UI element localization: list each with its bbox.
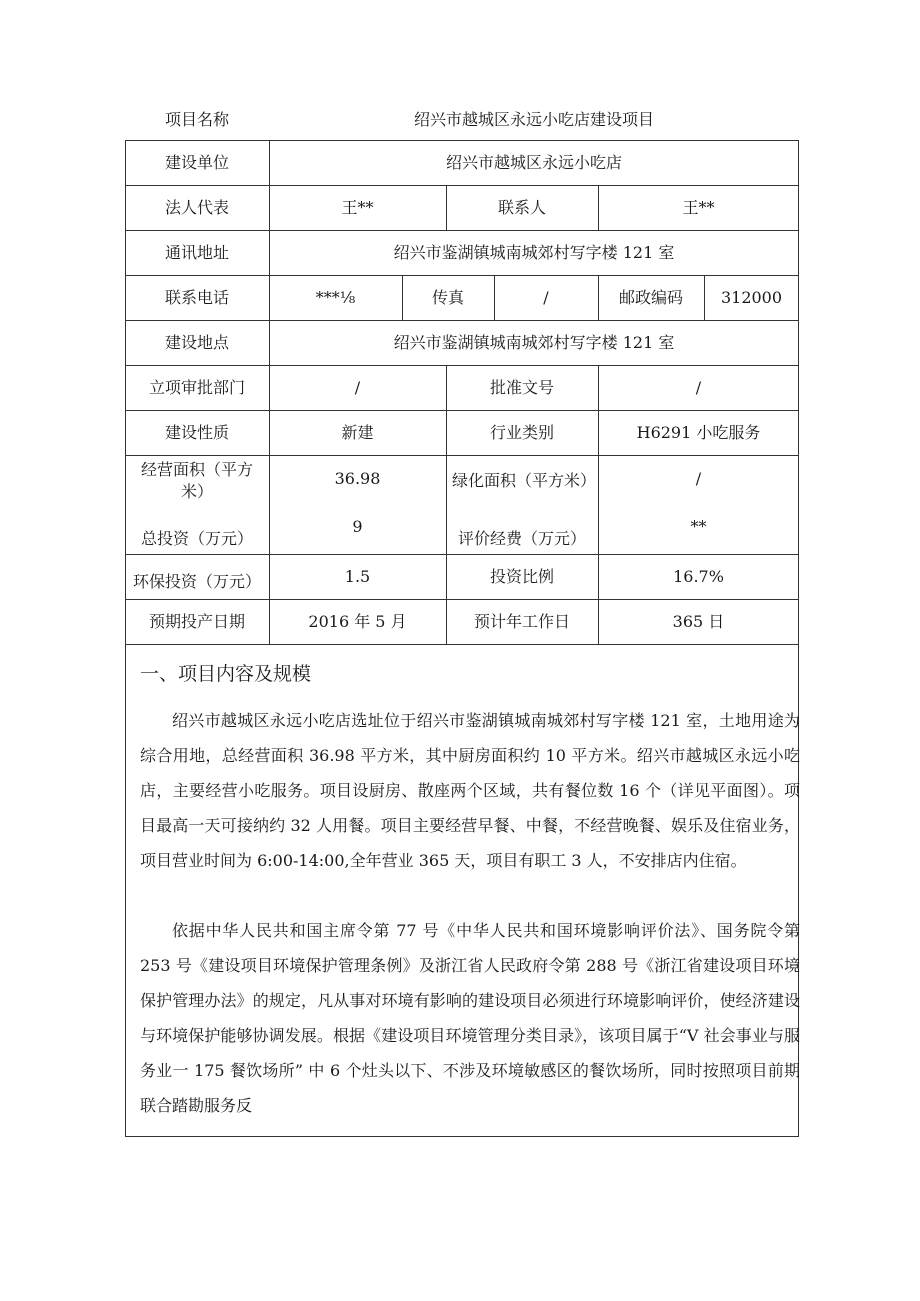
industry-label: 行业类别 xyxy=(489,422,554,442)
section-title: 一、项目内容及规模 xyxy=(140,663,312,685)
site-label: 建设地点 xyxy=(164,332,229,352)
legal-rep-label: 法人代表 xyxy=(164,197,229,217)
address-label: 通讯地址 xyxy=(164,242,229,262)
phone-label: 联系电话 xyxy=(164,287,229,307)
fax-label: 传真 xyxy=(431,287,464,307)
env-invest-label: 环保投资（万元） xyxy=(132,572,261,591)
project-name-value: 绍兴市越城区永远小吃店建设项目 xyxy=(413,110,654,129)
industry-value: H6291 小吃服务 xyxy=(636,422,761,442)
env-invest-value: 1.5 xyxy=(344,566,371,586)
green-label: 绿化面积（平方米） xyxy=(452,471,597,490)
approval-no-label: 批准文号 xyxy=(489,377,554,397)
workdays-label: 预计年工作日 xyxy=(473,611,570,631)
contact-label: 联系人 xyxy=(497,197,546,217)
area-value: 36.98 xyxy=(334,469,381,488)
eval-fee-value: ** xyxy=(690,517,707,536)
paragraph-legal-basis: 依据中华人民共和国主席令第 77 号《中华人民共和国环境影响评价法》、国务院令第 253 号《建设项目环境保护管理条例》及浙江省人民政府令第 288 号《浙江省建设项目环境保护管理办法》的规定，凡从事对环境有影响的建设项目必须进行环境影响评价，使经济建设与环境保护能够协调发展。根据《建设项目环境管理分类目录》，该项目属于“V 社会事业与服务业一 175 餐饮场所” 中 6 个灶头以下、不涉及环境敏感区的餐饮场所，同时按照项目前期联合踏勘服务反 xyxy=(140,921,800,1115)
investment-label: 总投资（万元） xyxy=(140,529,253,548)
paragraph-project-content: 绍兴市越城区永远小吃店选址位于绍兴市鉴湖镇城南城郊村写字楼 121 室，土地用途为综合用地，总经营面积 36.98 平方米，其中厨房面积约 10 平方米。绍兴市越城区永远小吃店，主要经营小吃服务。项目设厨房、散座两个区域，共有餐位数 16 个（详见平面图）。项目最高一天可接纳约 32 人用餐。项目主要经营早餐、中餐，不经营晚餐、娱乐及住宿业务，项目营业时间为 6:00-14:00,全年营业 365 天，项目有职工 3 人，不安排店内住宿。 xyxy=(140,711,800,870)
approval-dept-value: / xyxy=(354,377,361,397)
postcode-value: 312000 xyxy=(720,287,783,307)
postcode-label: 邮政编码 xyxy=(618,287,683,307)
green-value: / xyxy=(695,469,702,488)
fax-value: / xyxy=(543,287,549,307)
ratio-label: 投资比例 xyxy=(489,566,554,586)
investment-value: 9 xyxy=(352,517,363,536)
builder-value: 绍兴市越城区永远小吃店 xyxy=(445,152,622,172)
address-value: 绍兴市鉴湖镇城南城郊村写字楼 121 室 xyxy=(393,242,675,262)
start-date-label: 预期投产日期 xyxy=(148,611,245,631)
nature-value: 新建 xyxy=(341,422,374,442)
phone-value: ***⅛ xyxy=(315,287,356,307)
contact-value: 王** xyxy=(682,197,715,217)
eval-fee-label: 评价经费（万元） xyxy=(457,529,586,548)
approval-no-value: / xyxy=(695,377,702,397)
project-name-label: 项目名称 xyxy=(164,110,229,129)
legal-rep-value: 王** xyxy=(341,197,374,217)
approval-dept-label: 立项审批部门 xyxy=(148,377,245,397)
builder-label: 建设单位 xyxy=(164,152,229,172)
area-label: 经营面积（平方米） xyxy=(140,460,253,501)
ratio-value: 16.7% xyxy=(673,566,724,586)
nature-label: 建设性质 xyxy=(164,422,229,442)
start-date-value: 2016 年 5 月 xyxy=(308,611,407,631)
site-value: 绍兴市鉴湖镇城南城郊村写字楼 121 室 xyxy=(393,332,675,352)
workdays-value: 365 日 xyxy=(672,611,725,631)
